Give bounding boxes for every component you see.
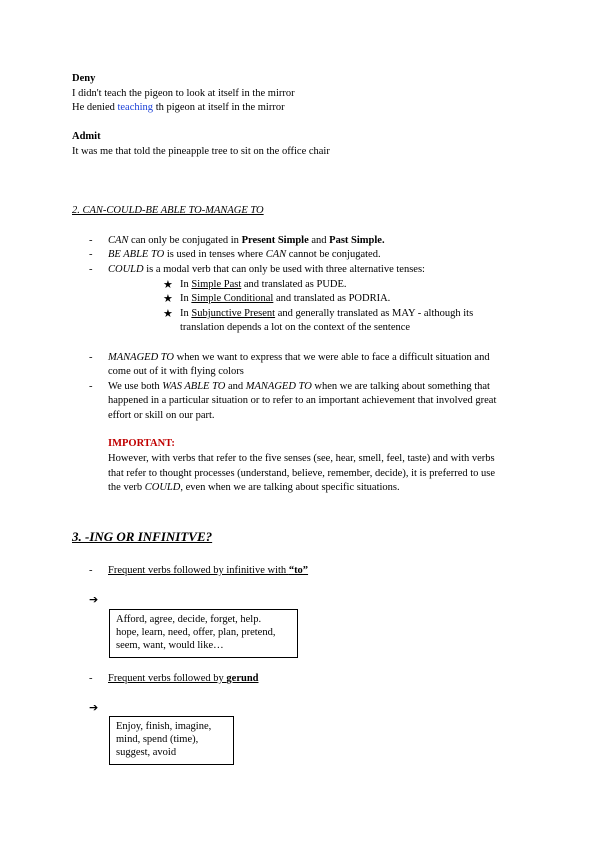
deny-line-1: I didn't teach the pigeon to look at itself in the mirror	[72, 88, 295, 99]
bullet-was-able-to: We use both WAS ABLE TO and MANAGED TO when we are talking about something that	[108, 381, 490, 392]
star-bullet-icon: ★	[163, 293, 173, 305]
gerund-verbs-line-3: suggest, avoid	[116, 747, 177, 758]
deny-line-2-pre: He denied	[72, 102, 118, 113]
deny-line-2-post: th pigeon at itself in the mirror	[153, 102, 285, 113]
section-3-title: 3. -ING OR INFINITVE?	[72, 529, 213, 544]
bullet-dash: -	[89, 673, 93, 684]
gerund-verbs-line-1: Enjoy, finish, imagine,	[116, 721, 212, 732]
admit-heading: Admit	[72, 131, 101, 142]
arrow-icon: ➔	[89, 593, 99, 606]
bullet-dash: -	[89, 249, 93, 260]
gerund-verbs-box	[109, 716, 234, 765]
could-tense-subjunctive-present-cont: translation depends a lot on the context of the sentence	[180, 322, 411, 333]
could-tense-simple-past: In Simple Past and translated as PUDE.	[180, 279, 347, 290]
section-2-title: 2. CAN-COULD-BE ABLE TO-MANAGE TO	[72, 205, 264, 216]
admit-line-1: It was me that told the pineapple tree to sit on the office chair	[72, 146, 330, 157]
bullet-dash: -	[89, 352, 93, 363]
bullet-dash: -	[89, 264, 93, 275]
infinitive-verbs-line-1: Afford, agree, decide, forget, help.	[116, 614, 262, 625]
could-tense-subjunctive-present: In Subjunctive Present and generally translated as MAY - although its	[180, 308, 474, 319]
bullet-dash: -	[89, 381, 93, 392]
bullet-was-able-to-cont-1: happened in a particular situation or to refer to an important achievement that involved great	[108, 395, 497, 406]
infinitive-verbs-line-2: hope, learn, need, offer, plan, pretend,	[116, 627, 276, 638]
bullet-can: CAN can only be conjugated in Present Simple and Past Simple.	[108, 235, 385, 246]
star-bullet-icon: ★	[163, 279, 173, 291]
gerund-verbs-label: Frequent verbs followed by gerund	[108, 673, 259, 684]
infinitive-verbs-label: Frequent verbs followed by infinitive with “to”	[108, 565, 309, 576]
infinitive-verbs-line-3: seem, want, would like…	[116, 640, 224, 651]
deny-line-2	[72, 102, 285, 113]
gerund-verbs-line-2: mind, spend (time),	[116, 734, 199, 745]
deny-heading: Deny	[72, 73, 96, 84]
could-tense-simple-conditional: In Simple Conditional and translated as PODRIA.	[180, 293, 391, 304]
star-bullet-icon: ★	[163, 308, 173, 320]
important-line-3: the verb COULD, even when we are talking about specific situations.	[108, 482, 400, 493]
important-line-2: that refer to thought processes (understand, believe, remember, decide), it is preferred to use	[108, 468, 496, 479]
important-label: IMPORTANT:	[108, 438, 175, 449]
bullet-be-able-to: BE ABLE TO is used in tenses where CAN cannot be conjugated.	[108, 249, 381, 260]
bullet-managed-to: MANAGED TO when we want to express that we were able to face a difficult situation and	[108, 352, 490, 363]
bullet-dash: -	[89, 235, 93, 246]
bullet-dash: -	[89, 565, 93, 576]
bullet-was-able-to-cont-2: effort or skill on our part.	[108, 410, 215, 421]
bullet-could: COULD is a modal verb that can only be used with three alternative tenses:	[108, 264, 425, 275]
teaching-link[interactable]: teaching	[117, 102, 154, 113]
arrow-icon: ➔	[89, 701, 99, 714]
infinitive-verbs-box	[109, 609, 298, 658]
important-line-1: However, with verbs that refer to the five senses (see, hear, smell, feel, taste) and with verbs	[108, 453, 495, 464]
bullet-managed-to-cont: come out of it with flying colors	[108, 366, 244, 377]
